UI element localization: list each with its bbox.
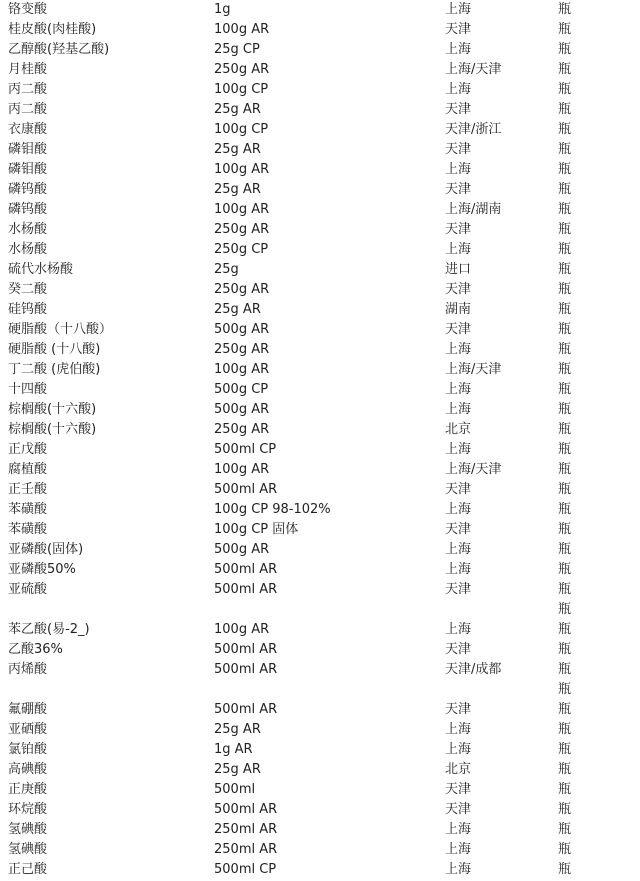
product-name: 磷钨酸 [8, 202, 48, 217]
product-name: 水杨酸 [8, 242, 48, 257]
table-row [0, 280, 640, 300]
product-unit: 瓶 [558, 682, 572, 697]
table-row [0, 0, 640, 20]
product-spec: 100g CP [214, 122, 269, 137]
product-spec: 1g AR [214, 742, 253, 757]
product-name: 氯铂酸 [8, 742, 48, 757]
product-unit: 瓶 [558, 382, 572, 397]
table-row [0, 600, 640, 620]
product-spec: 100g AR [214, 202, 270, 217]
product-name: 亚磷酸(固体) [8, 542, 84, 557]
table-row [0, 740, 640, 760]
product-name: 癸二酸 [8, 282, 48, 297]
table-row [0, 560, 640, 580]
product-name: 正壬酸 [8, 482, 48, 497]
product-name: 亚硫酸 [8, 582, 48, 597]
table-row [0, 120, 640, 140]
product-name: 棕榈酸(十六酸) [8, 402, 97, 417]
product-unit: 瓶 [558, 2, 572, 17]
product-origin: 进口 [445, 262, 472, 277]
product-origin: 天津 [445, 282, 472, 297]
product-name: 磷钼酸 [8, 162, 48, 177]
table-row [0, 520, 640, 540]
product-spec: 500g AR [214, 542, 270, 557]
product-unit: 瓶 [558, 182, 572, 197]
product-unit: 瓶 [558, 442, 572, 457]
table-row [0, 500, 640, 520]
table-row [0, 760, 640, 780]
product-unit: 瓶 [558, 762, 572, 777]
product-unit: 瓶 [558, 482, 572, 497]
table-row [0, 320, 640, 340]
product-spec: 25g AR [214, 182, 261, 197]
product-spec: 250g AR [214, 222, 270, 237]
product-origin: 天津 [445, 142, 472, 157]
product-origin: 天津 [445, 522, 472, 537]
product-name: 苯磺酸 [8, 522, 48, 537]
product-name: 高碘酸 [8, 762, 48, 777]
product-name: 环烷酸 [8, 802, 48, 817]
table-row [0, 480, 640, 500]
product-origin: 上海 [445, 622, 472, 637]
product-unit: 瓶 [558, 622, 572, 637]
product-origin: 天津 [445, 582, 472, 597]
product-origin: 天津 [445, 702, 472, 717]
product-unit: 瓶 [558, 642, 572, 657]
table-row [0, 400, 640, 420]
product-name: 磷钼酸 [8, 142, 48, 157]
product-origin: 北京 [445, 422, 472, 437]
table-row [0, 100, 640, 120]
product-name: 月桂酸 [8, 62, 48, 77]
table-row [0, 640, 640, 660]
table-row [0, 140, 640, 160]
table-row [0, 660, 640, 680]
product-unit: 瓶 [558, 42, 572, 57]
product-spec: 25g CP [214, 42, 260, 57]
product-unit: 瓶 [558, 502, 572, 517]
product-origin: 天津 [445, 782, 472, 797]
product-spec: 250ml AR [214, 842, 278, 857]
product-origin: 天津/成都 [445, 662, 502, 677]
table-row [0, 800, 640, 820]
product-spec: 500ml AR [214, 482, 278, 497]
product-spec: 500g AR [214, 322, 270, 337]
product-spec: 100g CP [214, 82, 269, 97]
product-spec: 100g AR [214, 462, 270, 477]
product-origin: 上海 [445, 42, 472, 57]
product-spec: 100g CP 98-102% [214, 502, 331, 517]
product-name: 硫代水杨酸 [8, 262, 74, 277]
product-origin: 天津 [445, 102, 472, 117]
table-row [0, 720, 640, 740]
product-name: 丁二酸 (虎伯酸) [8, 362, 101, 377]
table-row [0, 60, 640, 80]
table-row [0, 860, 640, 880]
product-origin: 上海 [445, 742, 472, 757]
product-unit: 瓶 [558, 82, 572, 97]
product-origin: 天津 [445, 182, 472, 197]
table-row [0, 260, 640, 280]
product-unit: 瓶 [558, 242, 572, 257]
table-row [0, 180, 640, 200]
table-row [0, 780, 640, 800]
product-spec: 250g CP [214, 242, 269, 257]
product-unit: 瓶 [558, 542, 572, 557]
product-spec: 250g AR [214, 62, 270, 77]
product-spec: 250ml AR [214, 822, 278, 837]
product-unit: 瓶 [558, 282, 572, 297]
product-spec: 500ml AR [214, 642, 278, 657]
product-spec: 100g CP 固体 [214, 522, 299, 537]
product-origin: 上海 [445, 342, 472, 357]
table-row [0, 680, 640, 700]
table-row [0, 700, 640, 720]
product-origin: 上海 [445, 242, 472, 257]
table-row [0, 160, 640, 180]
table-row [0, 380, 640, 400]
product-spec: 25g AR [214, 142, 261, 157]
product-spec: 100g AR [214, 162, 270, 177]
product-unit: 瓶 [558, 802, 572, 817]
product-origin: 上海/天津 [445, 362, 502, 377]
product-spec: 25g [214, 262, 239, 277]
table-row [0, 840, 640, 860]
product-unit: 瓶 [558, 202, 572, 217]
product-origin: 北京 [445, 762, 472, 777]
product-unit: 瓶 [558, 142, 572, 157]
table-row [0, 40, 640, 60]
product-name: 正戊酸 [8, 442, 48, 457]
product-name: 铬变酸 [8, 2, 48, 17]
product-origin: 上海 [445, 162, 472, 177]
product-spec: 500g AR [214, 402, 270, 417]
product-name: 亚磷酸50% [8, 562, 76, 577]
product-name: 十四酸 [8, 382, 48, 397]
table-row [0, 620, 640, 640]
product-origin: 上海 [445, 2, 472, 17]
table-row [0, 300, 640, 320]
product-origin: 天津 [445, 322, 472, 337]
product-unit: 瓶 [558, 562, 572, 577]
table-row [0, 240, 640, 260]
product-spec: 250g AR [214, 282, 270, 297]
product-name: 苯磺酸 [8, 502, 48, 517]
product-spec: 500ml AR [214, 562, 278, 577]
product-spec: 500ml CP [214, 442, 277, 457]
product-name: 棕榈酸(十六酸) [8, 422, 97, 437]
product-spec: 25g AR [214, 762, 261, 777]
product-spec: 500ml [214, 782, 256, 797]
product-name: 衣康酸 [8, 122, 48, 137]
table-row [0, 360, 640, 380]
product-name: 氟硼酸 [8, 702, 48, 717]
product-origin: 上海/天津 [445, 462, 502, 477]
table-row [0, 440, 640, 460]
product-unit: 瓶 [558, 102, 572, 117]
product-origin: 湖南 [445, 302, 472, 317]
product-spec: 500g CP [214, 382, 269, 397]
table-row [0, 580, 640, 600]
product-name: 正庚酸 [8, 782, 48, 797]
product-spec: 250g AR [214, 422, 270, 437]
table-row [0, 540, 640, 560]
product-unit: 瓶 [558, 722, 572, 737]
product-origin: 上海 [445, 722, 472, 737]
product-name: 氢碘酸 [8, 822, 48, 837]
product-origin: 上海/天津 [445, 62, 502, 77]
product-unit: 瓶 [558, 662, 572, 677]
product-spec: 25g AR [214, 302, 261, 317]
product-name: 硬脂酸 (十八酸) [8, 342, 101, 357]
product-name: 正己酸 [8, 862, 48, 877]
product-spec: 100g AR [214, 22, 270, 37]
product-unit: 瓶 [558, 602, 572, 617]
product-spec: 500ml CP [214, 862, 277, 877]
product-unit: 瓶 [558, 582, 572, 597]
product-spec: 100g AR [214, 362, 270, 377]
product-name: 丙烯酸 [8, 662, 48, 677]
product-name: 丙二酸 [8, 82, 48, 97]
product-name: 氢碘酸 [8, 842, 48, 857]
product-unit: 瓶 [558, 462, 572, 477]
product-unit: 瓶 [558, 262, 572, 277]
product-origin: 天津 [445, 642, 472, 657]
product-unit: 瓶 [558, 302, 572, 317]
product-name: 桂皮酸(肉桂酸) [8, 22, 97, 37]
product-unit: 瓶 [558, 742, 572, 757]
product-unit: 瓶 [558, 122, 572, 137]
product-origin: 上海 [445, 502, 472, 517]
table-row [0, 80, 640, 100]
product-origin: 天津 [445, 482, 472, 497]
product-spec: 500ml AR [214, 582, 278, 597]
product-unit: 瓶 [558, 222, 572, 237]
product-unit: 瓶 [558, 22, 572, 37]
product-name: 亚硒酸 [8, 722, 48, 737]
product-unit: 瓶 [558, 402, 572, 417]
table-row [0, 20, 640, 40]
product-spec: 500ml AR [214, 802, 278, 817]
table-row [0, 460, 640, 480]
product-origin: 上海/湖南 [445, 202, 502, 217]
product-spec: 25g AR [214, 722, 261, 737]
product-spec: 250g AR [214, 342, 270, 357]
product-spec: 500ml AR [214, 662, 278, 677]
product-origin: 上海 [445, 542, 472, 557]
product-unit: 瓶 [558, 822, 572, 837]
product-name: 硬脂酸（十八酸） [8, 322, 113, 337]
product-unit: 瓶 [558, 422, 572, 437]
product-unit: 瓶 [558, 862, 572, 877]
table-row [0, 200, 640, 220]
product-name: 乙醇酸(羟基乙酸) [8, 42, 110, 57]
product-name: 磷钨酸 [8, 182, 48, 197]
product-origin: 上海 [445, 862, 472, 877]
product-name: 硅钨酸 [8, 302, 48, 317]
product-unit: 瓶 [558, 782, 572, 797]
product-origin: 天津 [445, 222, 472, 237]
product-name: 苯乙酸(易-2_) [8, 622, 90, 637]
product-spec: 100g AR [214, 622, 270, 637]
product-name: 水杨酸 [8, 222, 48, 237]
product-unit: 瓶 [558, 362, 572, 377]
product-unit: 瓶 [558, 322, 572, 337]
table-row [0, 340, 640, 360]
product-origin: 上海 [445, 382, 472, 397]
product-origin: 上海 [445, 842, 472, 857]
product-unit: 瓶 [558, 62, 572, 77]
product-origin: 天津/浙江 [445, 122, 502, 137]
product-spec: 25g AR [214, 102, 261, 117]
table-row [0, 820, 640, 840]
product-origin: 上海 [445, 822, 472, 837]
product-name: 腐植酸 [8, 462, 48, 477]
product-unit: 瓶 [558, 342, 572, 357]
product-name: 乙酸36% [8, 642, 63, 657]
product-origin: 天津 [445, 22, 472, 37]
product-origin: 上海 [445, 402, 472, 417]
table-row [0, 420, 640, 440]
product-unit: 瓶 [558, 522, 572, 537]
product-origin: 上海 [445, 442, 472, 457]
table-row [0, 220, 640, 240]
product-unit: 瓶 [558, 162, 572, 177]
product-origin: 天津 [445, 802, 472, 817]
product-unit: 瓶 [558, 842, 572, 857]
product-origin: 上海 [445, 562, 472, 577]
product-unit: 瓶 [558, 702, 572, 717]
product-name: 丙二酸 [8, 102, 48, 117]
product-spec: 500ml AR [214, 702, 278, 717]
product-spec: 1g [214, 2, 231, 17]
product-origin: 上海 [445, 82, 472, 97]
